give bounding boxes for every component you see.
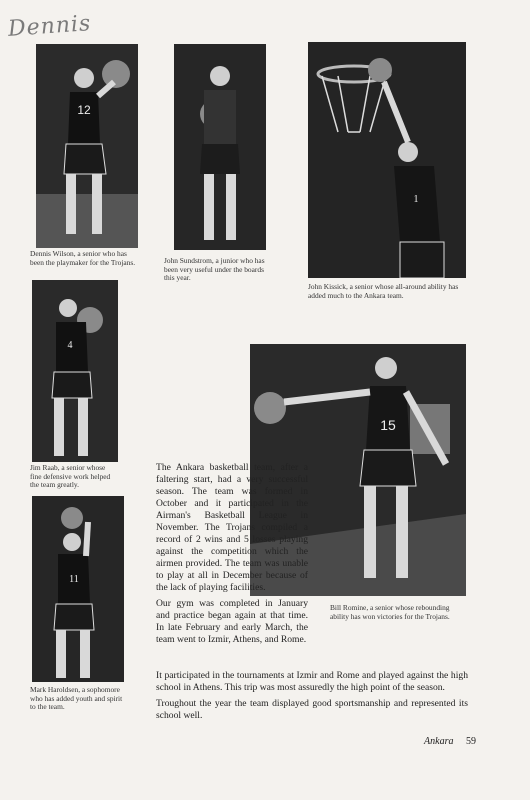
basketball-icon [368, 58, 392, 82]
jersey-number: 4 [67, 340, 73, 351]
photo-mark-haroldsen [32, 496, 124, 682]
jersey-number: 1 [413, 194, 419, 205]
caption-kissick: John Kissick, a senior whose all-around ability has added much to the Ankara team. [308, 282, 459, 300]
handwritten-signature: Dennis [7, 11, 93, 42]
basketball-icon [102, 60, 130, 88]
article-paragraph-3: Troughout the year the team displayed good sportsmanship and represented its school well. [156, 698, 468, 721]
article-wide [156, 670, 468, 726]
player-figure [36, 44, 138, 248]
basketball-icon [61, 507, 83, 529]
article-paragraph-1: The Ankara basketball team, after a faltering start, had a very successful season. The team was formed in October and it participated in the Airman's Basketball League in November. The Trojans compiled a record of 2 wins and 5 losses playing against the competition which the airmen provided. The team was unable to play at all in December because of the lack of playing facilities. [156, 462, 308, 593]
jersey-number: 11 [69, 574, 79, 585]
jersey-number: 15 [380, 417, 396, 433]
caption-wilson: Dennis Wilson, a senior who has been the playmaker for the Trojans. [30, 249, 136, 267]
footer-school: Ankara [424, 736, 454, 747]
basketball-icon [254, 392, 286, 424]
article-column [156, 462, 308, 646]
photo-jim-raab [32, 280, 118, 462]
page-number: 59 [466, 736, 476, 747]
article-paragraph-2b: It participated in the tournaments at Izmir and Rome and played against the high school in Athens. This trip was most assuredly the high point of the season. [156, 670, 468, 693]
jersey-number: 12 [77, 103, 91, 117]
photo-john-kissick [308, 42, 466, 278]
page-footer [424, 736, 476, 747]
photo-dennis-wilson [36, 44, 138, 248]
caption-haroldsen: Mark Haroldsen, a sophomore who has added youth and spirit to the team. [30, 685, 123, 712]
photo-john-sundstrom [174, 44, 266, 250]
article-paragraph-2a: Our gym was completed in January and practice began again at that time. In late February and early March, the team went to Izmir, Athens, and Rome. [156, 598, 308, 645]
caption-romine: Bill Romine, a senior whose rebounding ability has won victories for the Trojans. [330, 603, 450, 621]
caption-raab: Jim Raab, a senior whose fine defensive work helped the team greatly. [30, 463, 111, 490]
caption-sundstrom: John Sundstrom, a junior who has been very useful under the boards this year. [164, 256, 265, 283]
